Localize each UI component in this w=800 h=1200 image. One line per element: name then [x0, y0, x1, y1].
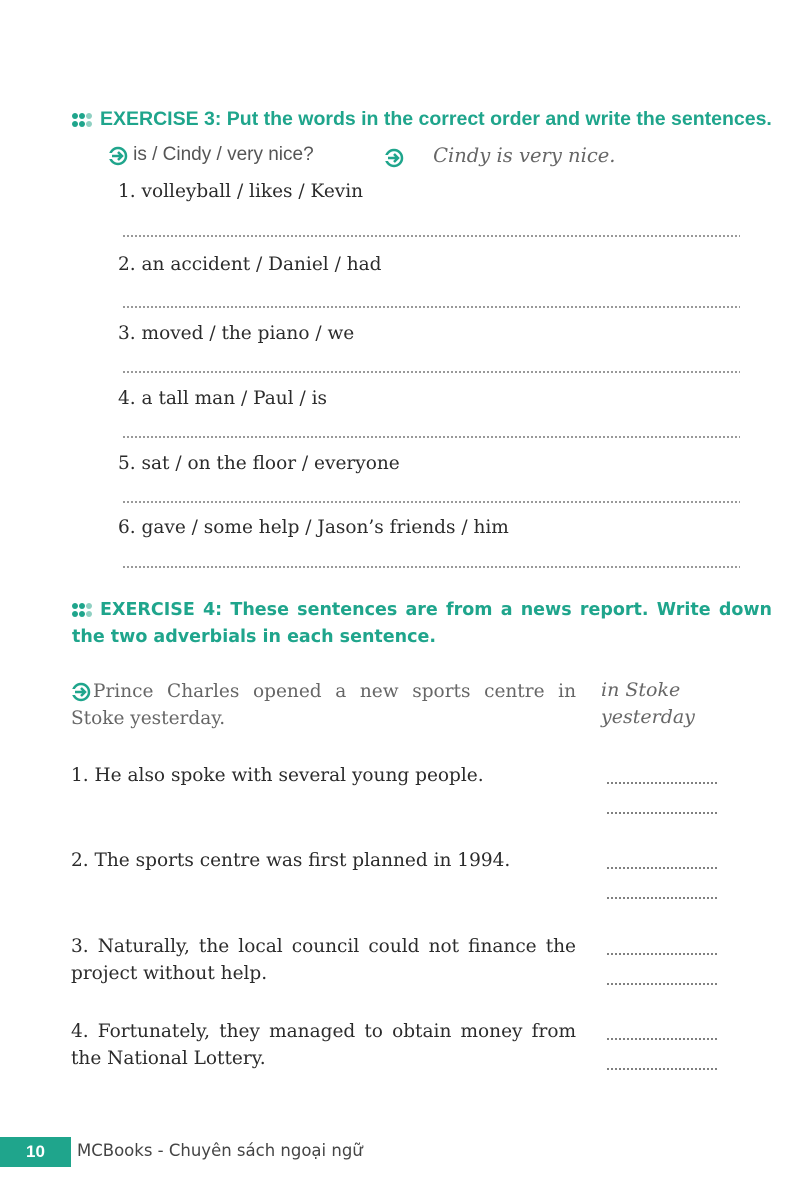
exercise-3-item: 2. an accident / Daniel / had [118, 254, 382, 275]
exercise-3-heading [72, 108, 772, 131]
exercise-bullet-icon [72, 112, 94, 128]
exercise-4-item: 2. The sports centre was first planned in 1994. [71, 850, 511, 871]
example-adverbial: yesterday [601, 706, 695, 728]
adverbial-answer-line[interactable] [606, 953, 719, 955]
example-adverbial: in Stoke [601, 679, 681, 701]
adverbial-answer-line[interactable] [606, 1068, 719, 1070]
exercise-3-title: EXERCISE 3: Put the words in the correct order and write the sentences. [100, 108, 772, 130]
example-answer: Cindy is very nice. [433, 144, 616, 167]
exercise-3-item: 6. gave / some help / Jason’s friends / him [118, 517, 509, 538]
adverbial-answer-line[interactable] [606, 897, 719, 899]
exercise-4-label: EXERCISE 4: [100, 600, 223, 620]
adverbial-answer-line[interactable] [606, 983, 719, 985]
exercise-4-heading [72, 597, 772, 651]
arrow-right-icon [384, 148, 404, 168]
exercise-3-item: 4. a tall man / Paul / is [118, 388, 327, 409]
adverbial-answer-line[interactable] [606, 782, 719, 784]
exercise-4-item: 4. Fortunately, they managed to obtain money from the National Lottery. [71, 1021, 576, 1069]
answer-line[interactable] [122, 566, 740, 568]
answer-line[interactable] [122, 235, 740, 237]
exercise-3-item: 1. volleyball / likes / Kevin [118, 181, 364, 202]
example-prompt: is / Cindy / very nice? [133, 144, 314, 165]
page-number: 10 [0, 1137, 71, 1167]
exercise-4-item: 3. Naturally, the local council could not finance the project without help. [71, 936, 576, 984]
answer-line[interactable] [122, 306, 740, 308]
adverbial-answer-line[interactable] [606, 867, 719, 869]
example-sentence: Prince Charles opened a new sports centre in Stoke yesterday. [71, 681, 576, 729]
exercise-4-item: 1. He also spoke with several young people. [71, 765, 484, 786]
adverbial-answer-line[interactable] [606, 1038, 719, 1040]
answer-line[interactable] [122, 436, 740, 438]
exercise-4-example [71, 678, 576, 732]
answer-line[interactable] [122, 501, 740, 503]
exercise-bullet-icon [72, 602, 94, 618]
exercise-3-item: 5. sat / on the floor / everyone [118, 453, 400, 474]
arrow-right-icon [108, 146, 128, 166]
arrow-right-icon [71, 682, 93, 702]
publisher-footer: MCBooks - Chuyên sách ngoại ngữ [77, 1141, 363, 1160]
exercise-3-example [108, 144, 314, 166]
exercise-4-title: These sentences are from a news report. Write down the two adverbials in each sentence. [72, 600, 772, 647]
adverbial-answer-line[interactable] [606, 812, 719, 814]
answer-line[interactable] [122, 371, 740, 373]
exercise-3-item: 3. moved / the piano / we [118, 323, 355, 344]
exercise-3-example-answer-wrap [384, 144, 616, 168]
